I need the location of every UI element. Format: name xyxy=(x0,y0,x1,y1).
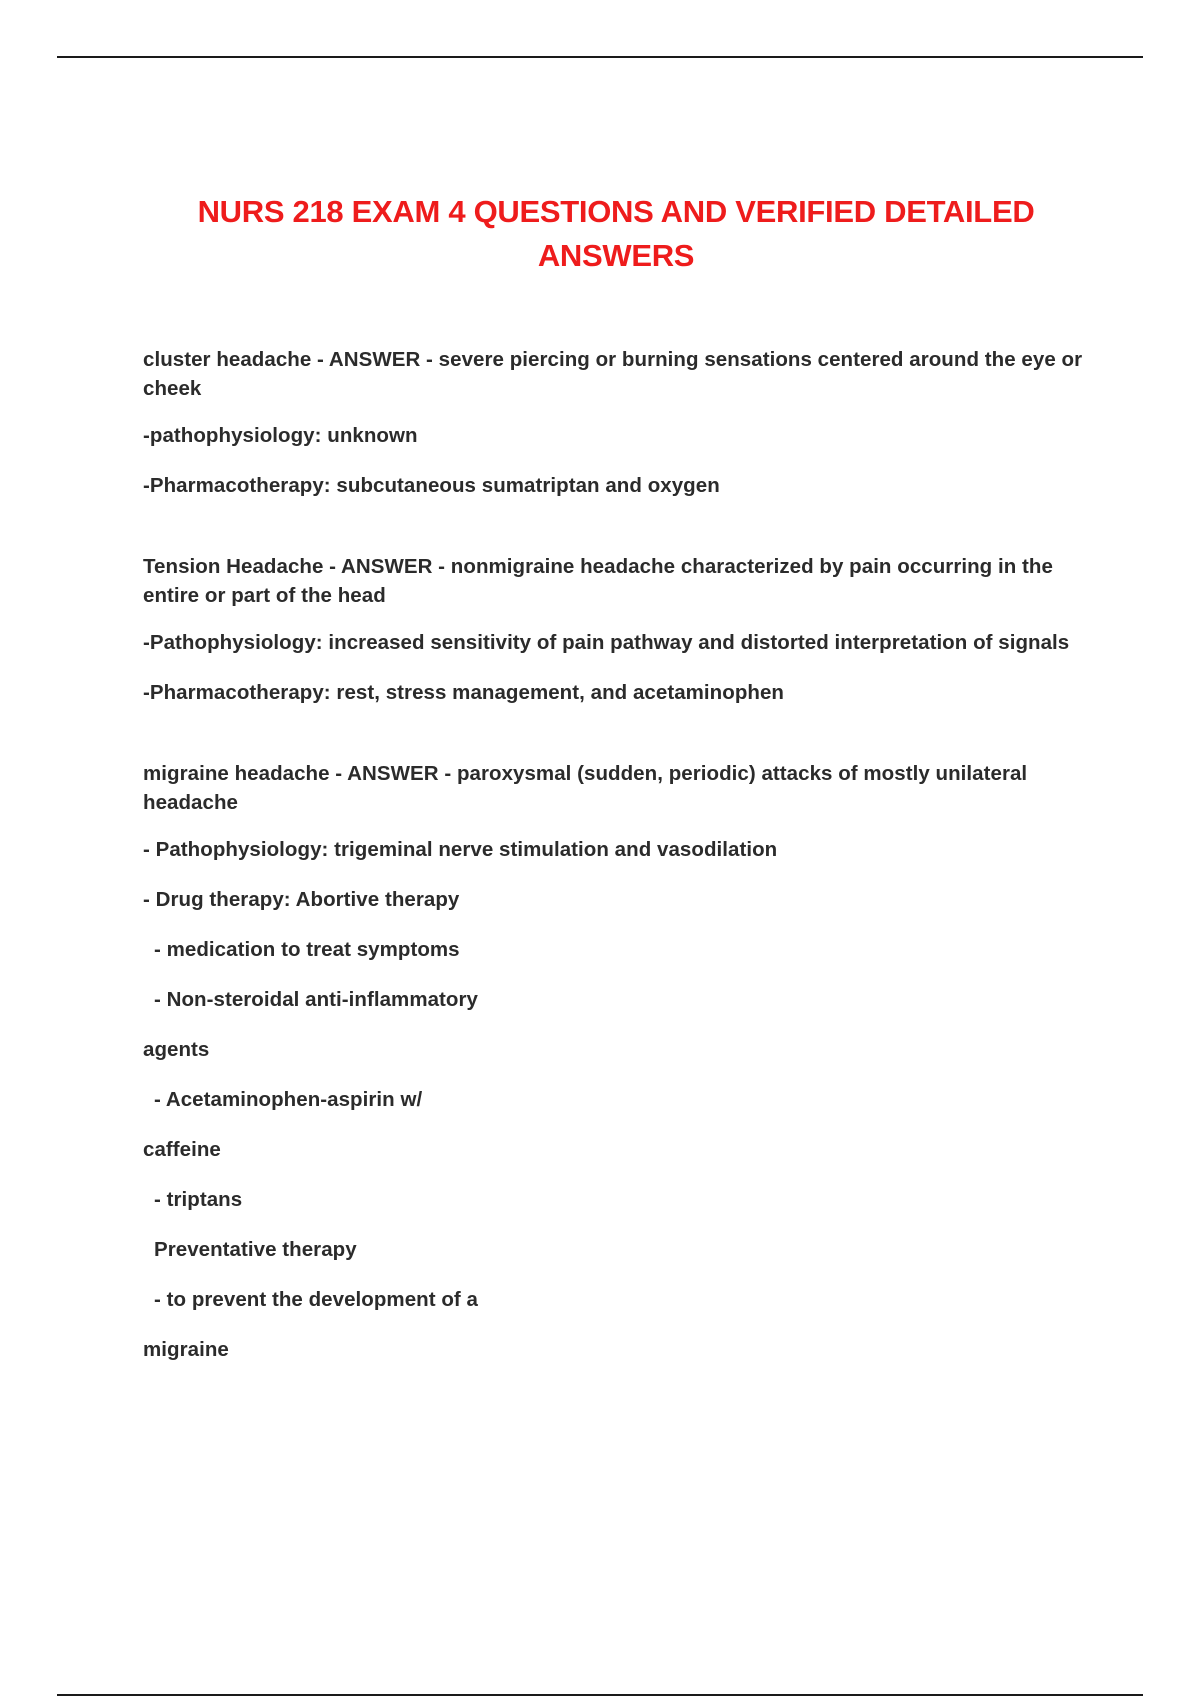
top-rule xyxy=(57,56,1143,58)
document-title: NURS 218 EXAM 4 QUESTIONS AND VERIFIED DETAILED ANSWERS xyxy=(197,194,1035,273)
section-line: caffeine xyxy=(143,1138,221,1161)
section-heading: Tension Headache - ANSWER - nonmigraine headache characterized by pain occurring in the entire or part of the head xyxy=(143,555,1053,607)
section-line: -Pharmacotherapy: rest, stress management, and acetaminophen xyxy=(143,681,784,704)
section-line: -pathophysiology: unknown xyxy=(143,424,418,447)
section-tension-headache xyxy=(143,552,1083,707)
section-line: - to prevent the development of a xyxy=(154,1288,478,1311)
section-line: -Pathophysiology: increased sensitivity of pain pathway and distorted interpretation of signals xyxy=(143,631,1070,654)
section-line: - Pathophysiology: trigeminal nerve stimulation and vasodilation xyxy=(143,838,778,861)
section-heading: cluster headache - ANSWER - severe piercing or burning sensations centered around the eye or cheek xyxy=(143,348,1083,400)
section-line: agents xyxy=(143,1038,210,1061)
bottom-rule xyxy=(57,1694,1143,1696)
document-body xyxy=(143,345,1083,1364)
section-line: - triptans xyxy=(154,1188,243,1211)
section-line: Preventative therapy xyxy=(154,1238,357,1261)
section-line: - Acetaminophen-aspirin w/ xyxy=(154,1088,423,1111)
section-heading: migraine headache - ANSWER - paroxysmal (sudden, periodic) attacks of mostly unilateral headache xyxy=(143,762,1028,814)
section-line: -Pharmacotherapy: subcutaneous sumatriptan and oxygen xyxy=(143,474,720,497)
section-migraine-headache xyxy=(143,759,1083,1364)
section-line: migraine xyxy=(143,1338,229,1361)
section-cluster-headache xyxy=(143,345,1083,500)
section-line: - medication to treat symptoms xyxy=(154,938,460,961)
section-line: - Drug therapy: Abortive therapy xyxy=(143,888,460,911)
section-line: - Non-steroidal anti-inflammatory xyxy=(154,988,478,1011)
